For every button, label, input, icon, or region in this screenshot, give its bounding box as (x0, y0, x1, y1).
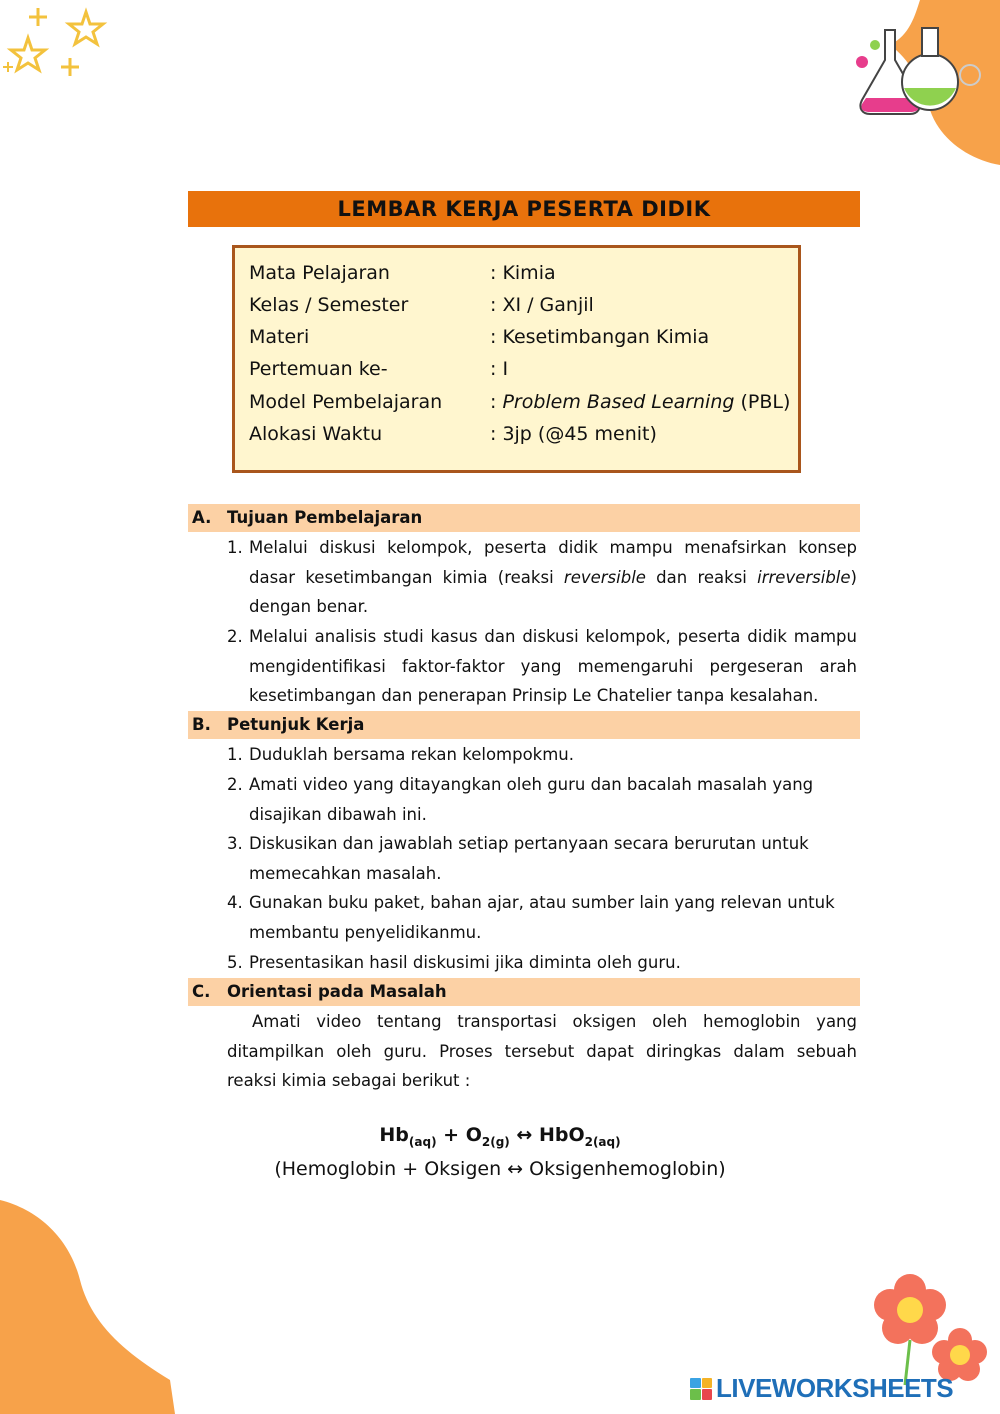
info-value: : Kimia (490, 262, 556, 284)
molecule-icon (870, 40, 880, 50)
section-title: Tujuan Pembelajaran (227, 508, 423, 527)
orange-blob-top-right (800, 0, 1000, 170)
item-text: Gunakan buku paket, bahan ajar, atau sumber lain yang relevan untuk membantu penyelidikanmu. (249, 893, 835, 942)
item-number: 2. (227, 627, 243, 646)
section-letter: C. (192, 982, 211, 1001)
section-title: Orientasi pada Masalah (227, 982, 447, 1001)
orange-blob-bottom-left (0, 1200, 180, 1414)
paragraph: Amati video tentang transportasi oksigen oleh hemoglobin yang ditampilkan oleh guru. Proses tersebut dapat diringkas dalam sebuah reaksi kimia sebagai berikut : (227, 1012, 857, 1091)
section-header-c (188, 978, 860, 1006)
stars-decoration (0, 0, 120, 90)
star-icon (11, 38, 45, 70)
item-number: 3. (227, 834, 243, 853)
section-header-b (188, 711, 860, 739)
info-value: : Problem Based Learning (PBL) (490, 391, 791, 413)
sparkle-icon (61, 58, 79, 76)
info-value: : 3jp (@45 menit) (490, 423, 657, 445)
liveworksheets-logo-icon (690, 1378, 712, 1400)
item-number: 1. (227, 538, 243, 557)
info-label: Materi (249, 326, 310, 348)
section-letter: B. (192, 715, 211, 734)
star-icon (69, 12, 103, 44)
info-label: Kelas / Semester (249, 294, 409, 316)
item-number: 4. (227, 893, 243, 912)
section-letter: A. (192, 508, 212, 527)
info-label: Mata Pelajaran (249, 262, 390, 284)
equation-caption: (Hemoglobin + Oksigen ↔ Oksigenhemoglobin) (274, 1158, 726, 1180)
item-number: 2. (227, 775, 243, 794)
list-item (227, 533, 857, 623)
item-text: Presentasikan hasil diskusimi jika diminta oleh guru. (249, 953, 681, 972)
list-item (227, 622, 857, 712)
section-header-a (188, 504, 860, 532)
molecule-icon (856, 56, 868, 68)
brand-watermark (690, 1373, 953, 1404)
item-number: 1. (227, 745, 243, 764)
section-title: Petunjuk Kerja (227, 715, 365, 734)
item-number: 5. (227, 953, 243, 972)
info-value: : XI / Ganjil (490, 294, 594, 316)
item-text: Duduklah bersama rekan kelompokmu. (249, 745, 575, 764)
info-label: Alokasi Waktu (249, 423, 383, 445)
item-text: Diskusikan dan jawablah setiap pertanyaan secara berurutan untuk memecahkan masalah. (249, 834, 809, 883)
item-text: Amati video yang ditayangkan oleh guru dan bacalah masalah yang disajikan dibawah ini. (249, 775, 814, 824)
info-value: : Kesetimbangan Kimia (490, 326, 710, 348)
sparkle-icon (3, 62, 13, 72)
flower-icon (874, 1274, 946, 1344)
item-text: Melalui analisis studi kasus dan diskusi kelompok, peserta didik mampu mengidentifikasi faktor-faktor yang memengaruhi pergeseran arah kesetimbangan dan penerapan Prinsip Le Chatelier tanpa kesalahan. (249, 627, 857, 706)
sparkle-icon (29, 8, 47, 26)
chemical-equation: $Hb_{(aq)} + O_{2(g)}$ ↔ HbO$_{2(aq)}$ (379, 1124, 621, 1149)
info-box (232, 245, 801, 473)
info-label: Pertemuan ke- (249, 358, 388, 380)
info-label: Model Pembelajaran (249, 391, 443, 413)
brand-name: LIVEWORKSHEETS (716, 1373, 954, 1403)
page-title: LEMBAR KERJA PESERTA DIDIK (337, 197, 711, 221)
info-value: : I (490, 358, 509, 380)
title-bar (188, 191, 860, 227)
flowers-decoration (860, 1270, 1000, 1390)
item-text: Melalui diskusi kelompok, peserta didik mampu menafsirkan konsep dasar kesetimbangan kimia (reaksi reversible dan reaksi irreversible) dengan benar. (249, 538, 857, 617)
